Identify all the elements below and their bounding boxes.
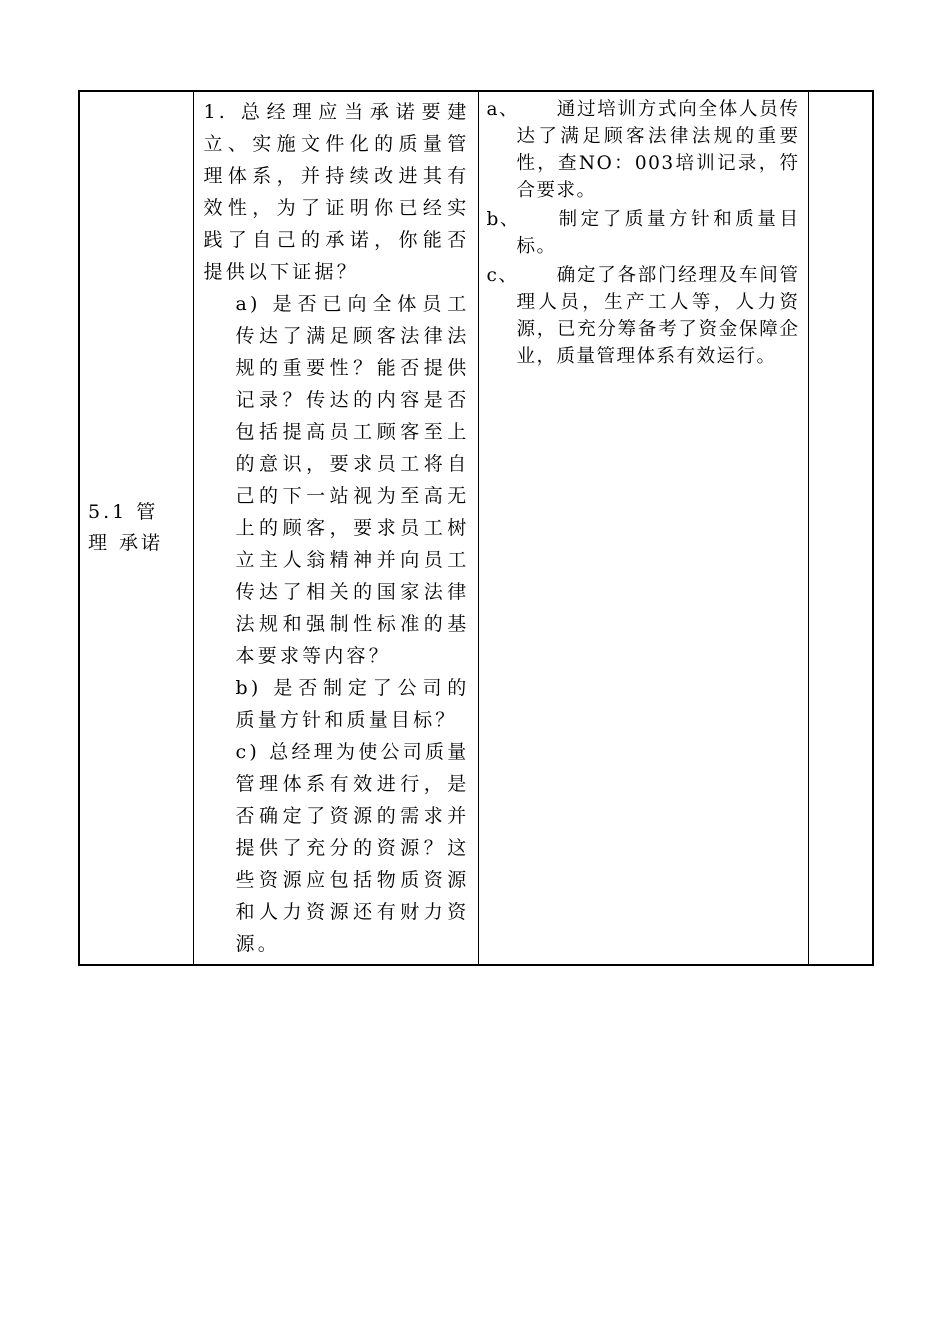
evidence-item-marker: a、 bbox=[486, 99, 520, 120]
question-item-marker: c) bbox=[235, 741, 260, 763]
evidence-item-marker: c、 bbox=[486, 265, 519, 286]
evidence-item-text: 通过培训方式向全体人员传达了满足顾客法律法规的重要性，查NO：003培训记录，符合要求。 bbox=[516, 99, 800, 201]
question-intro: 1. 总经理应当承诺要建立、实施文件化的质量管理体系，并持续改进其有效性，为了证明你已经实践了自己的承诺，你能否提供以下证据？ bbox=[203, 101, 470, 283]
evidence-cell bbox=[478, 91, 808, 965]
question-item-text: 是否已向全体员工传达了满足顾客法律法规的重要性？能否提供记录？传达的内容是否包括提高员工顾客至上的意识，要求员工将自己的下一站视为至高无上的顾客，要求员工树立主人翁精神并向员工传达了相关的国家法律法规和强制性标准的基本要求等内容？ bbox=[235, 293, 470, 667]
table-row bbox=[79, 91, 873, 965]
remarks-cell bbox=[808, 91, 873, 965]
evidence-item-text: 确定了各部门经理及车间管理人员，生产工人等，人力资源，已充分筹备考了资金保障企业，质量管理体系有效运行。 bbox=[516, 265, 800, 367]
evidence-item-a bbox=[487, 96, 800, 204]
clause-label: 5.1 管 理 承诺 bbox=[88, 501, 164, 554]
question-cell bbox=[193, 91, 478, 965]
question-item-text: 总经理为使公司质量管理体系有效进行，是否确定了资源的需求并提供了充分的资源？这些资源应包括物质资源和人力资源还有财力资源。 bbox=[235, 741, 470, 955]
audit-checklist-table bbox=[78, 90, 874, 966]
evidence-item-b bbox=[487, 206, 800, 260]
question-item-marker: b) bbox=[235, 677, 262, 699]
question-item-b bbox=[204, 672, 470, 736]
question-item-text: 是否制定了公司的质量方针和质量目标？ bbox=[235, 677, 470, 731]
question-item-marker: a) bbox=[235, 293, 261, 315]
clause-cell bbox=[79, 91, 193, 965]
evidence-item-text: 制定了质量方针和质量目标。 bbox=[516, 209, 800, 257]
evidence-item-marker: b、 bbox=[486, 209, 520, 230]
evidence-item-c bbox=[487, 262, 800, 370]
question-item-c bbox=[204, 736, 470, 960]
question-item-a bbox=[204, 288, 470, 672]
